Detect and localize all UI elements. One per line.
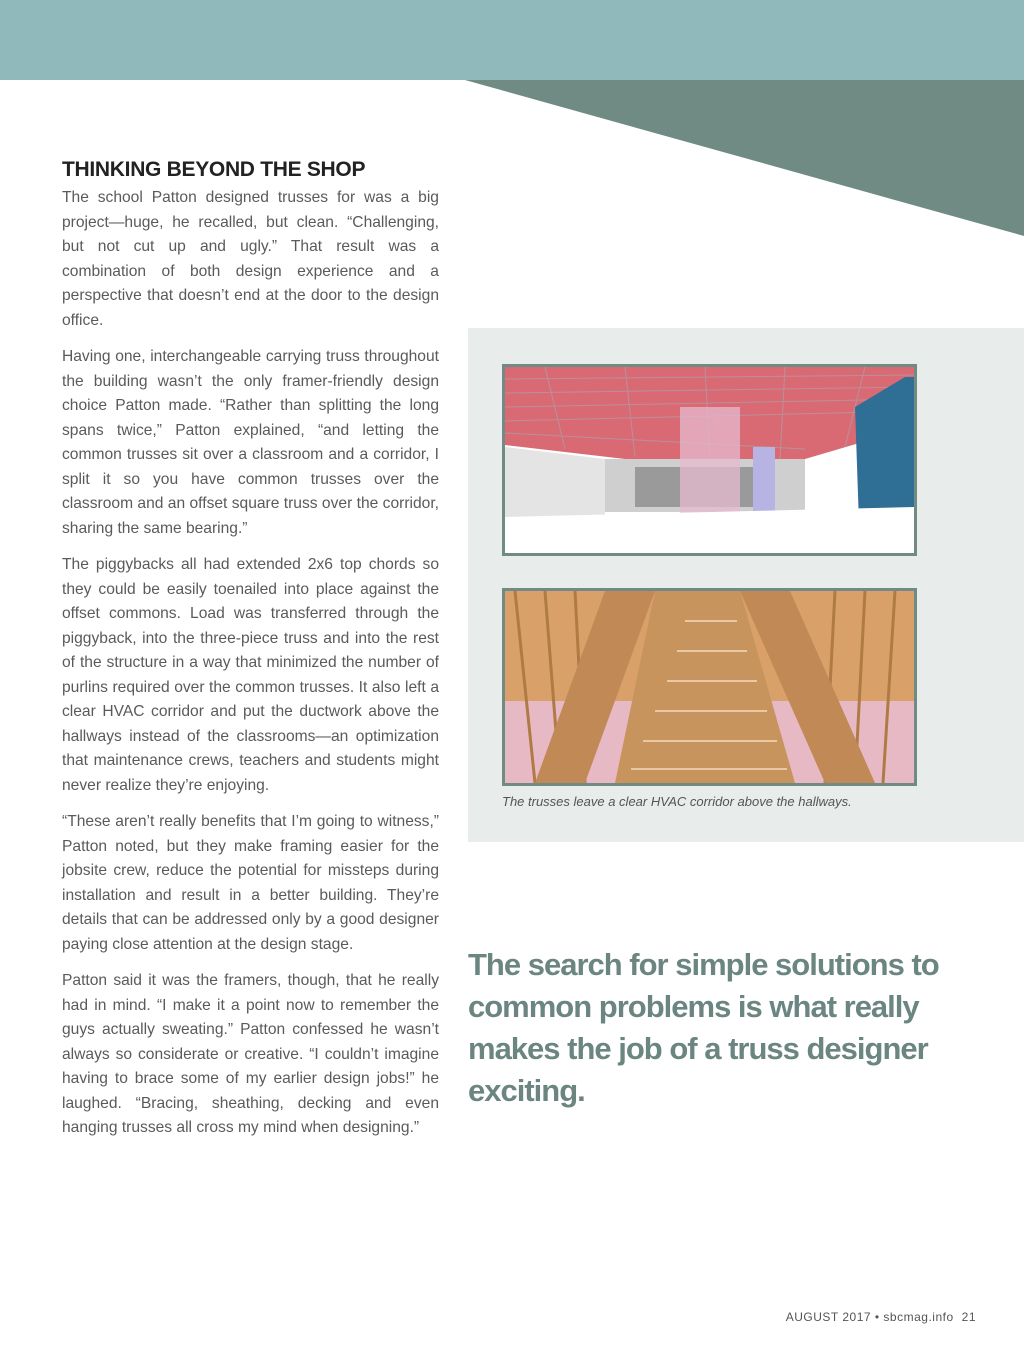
truss-render-photo-corridor (502, 588, 917, 786)
article-paragraph: Having one, interchangeable carrying truss throughout the building wasn’t the only framer-friendly design choice Patton made. “Rather than splitting the long spans twice,” Patton explained, “and letting the common trusses sit over a classroom and a corridor, I split it so you have common trusses over the classroom and an offset square truss over the corridor, sharing the same bearing.” (62, 348, 439, 537)
page-number: 21 (961, 1310, 976, 1324)
truss-render-photo-classroom (502, 364, 917, 556)
article-paragraph: “These aren’t really benefits that I’m going to witness,” Patton noted, but they make framing easier for the jobsite crew, reduce the potential for missteps during installation and result in a better building. They’re details that can be addressed only by a good designer paying close attention at the design stage. (62, 813, 439, 953)
article-paragraph: The school Patton designed trusses for was a big project—huge, he recalled, but clean. “Challenging, but not cut up and ugly.” That result was a combination of both design experience and a perspective that doesn’t end at the door to the design office. (62, 189, 439, 329)
article-paragraph: The piggybacks all had extended 2x6 top chords so they could be easily toenailed into place against the offset commons. Load was transferred through the piggyback, into the three-piece truss and into the rest of the structure in a way that minimized the number of purlins required over the common trusses. It also left a clear HVAC corridor and put the ductwork above the hallways instead of the classrooms—an optimization that maintenance crews, teachers and students might never realize they’re enjoying. (62, 556, 439, 794)
truss-render-image (505, 367, 914, 553)
pull-quote: The search for simple solutions to common problems is what really makes the job of a truss designer exciting. (468, 947, 939, 1108)
article-paragraph: Patton said it was the framers, though, that he really had in mind. “I make it a point now to remember the guys actually sweating.” Patton confessed he wasn’t always so considerate or creative. “I couldn’t imagine having to brace some of my earlier design jobs!” he laughed. “Bracing, sheathing, decking and even hanging trusses all cross my mind when designing.” (62, 972, 439, 1136)
section-heading: THINKING BEYOND THE SHOP (62, 158, 366, 181)
photo-caption: The trusses leave a clear HVAC corridor above the hallways. (502, 794, 852, 809)
truss-render-image (505, 591, 914, 783)
issue-info: AUGUST 2017 • sbcmag.info (785, 1310, 954, 1324)
article-body (62, 186, 439, 1153)
page-footer (786, 1310, 976, 1324)
